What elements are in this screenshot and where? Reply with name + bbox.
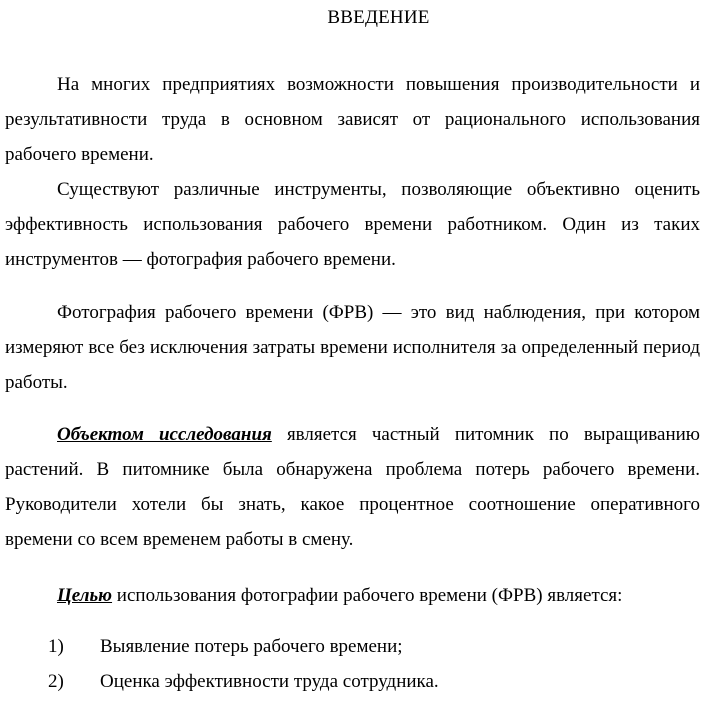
paragraph-text: Фотография рабочего времени (ФРВ) — это вид наблюдения, при котором измеряют все без исключения затраты времени исполнителя за определенный период работы. xyxy=(5,302,700,393)
paragraph-lead-object: Объектом исследования xyxy=(57,424,272,445)
list-item xyxy=(5,664,700,699)
list-item-number: 1) xyxy=(48,636,64,657)
paragraph xyxy=(5,578,700,613)
paragraph-text: использования фотографии рабочего времени (ФРВ) является: xyxy=(112,585,623,606)
list-item-text: Оценка эффективности труда сотрудника. xyxy=(100,671,439,692)
paragraph xyxy=(5,67,700,172)
paragraph-text: На многих предприятиях возможности повышения производительности и результативности труда в основном зависят от рационального использования рабочего времени. xyxy=(5,74,700,165)
numbered-list xyxy=(5,629,700,699)
paragraph xyxy=(5,295,700,400)
list-item-number: 2) xyxy=(48,671,64,692)
paragraph xyxy=(5,417,700,557)
list-item-text: Выявление потерь рабочего времени; xyxy=(100,636,403,657)
paragraph-lead-goal: Целью xyxy=(57,585,113,606)
paragraph xyxy=(5,172,700,277)
page-title: ВВЕДЕНИЕ xyxy=(327,7,430,28)
paragraph-text: Существуют различные инструменты, позволяющие объективно оценить эффективность использования рабочего времени работником. Один из таких инструментов — фотография рабочего времени. xyxy=(5,179,700,270)
paragraph-text: является частный питомник по выращиванию растений. В питомнике была обнаружена проблема потерь рабочего времени. Руководители хотели бы знать, какое процентное соотношение оперативного времени со всем временем работы в смену. xyxy=(5,424,700,550)
list-item xyxy=(5,629,700,664)
